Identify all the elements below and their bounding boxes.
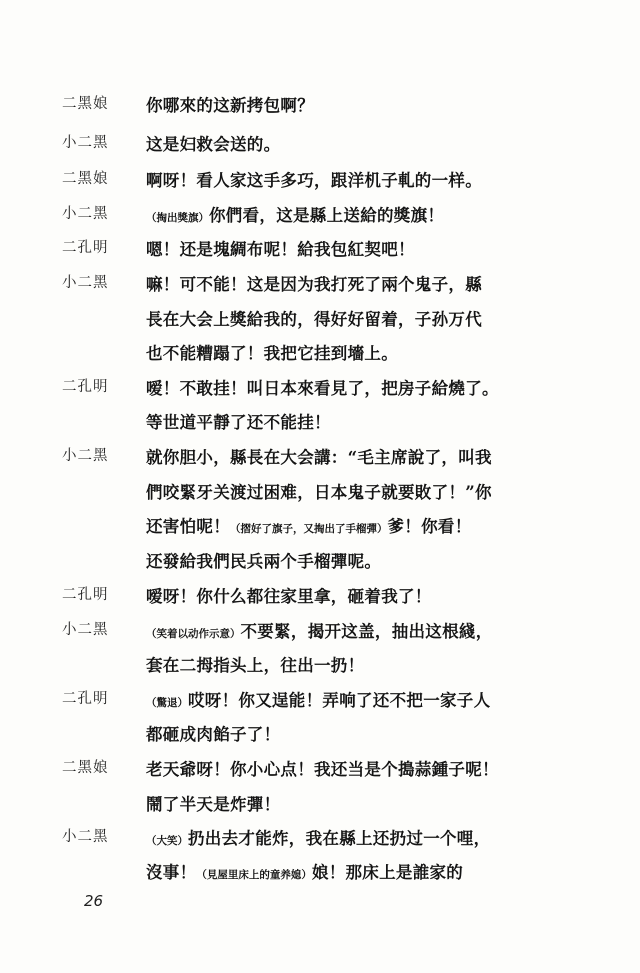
dialogue-text — [146, 687, 490, 711]
dialogue-text: 等世道平靜了还不能挂！ — [146, 413, 331, 432]
dialogue-text-after: 娘！那床上是誰家的 — [311, 863, 464, 882]
dialogue-text-main: 扔出去才能炸，我在縣上还扔过一个哩， — [188, 829, 491, 848]
dialogue-text: 老天爺呀！你小心点！我还当是个搗蒜鍾子呢！ — [146, 760, 499, 779]
speaker-name: 小二黑 — [62, 448, 109, 464]
dialogue-text — [146, 859, 463, 883]
dialogue-text: 这是妇救会送的。 — [146, 135, 281, 154]
dialogue-text: 你哪來的这新拷包啊？ — [146, 96, 314, 115]
stage-direction: （驚退） — [146, 697, 188, 709]
dialogue-text: 套在二拇指头上，往出一扔！ — [146, 656, 365, 675]
dialogue-text: 嘛！可不能！这是因为我打死了兩个鬼子，縣 — [146, 275, 482, 294]
speaker-name: 小二黑 — [62, 275, 109, 291]
dialogue-text — [146, 202, 444, 226]
dialogue-text-after: 爹！你看！ — [387, 517, 472, 536]
dialogue-text: 还發給我們民兵兩个手榴彈呢。 — [146, 552, 382, 571]
speaker-name: 二孔明 — [62, 240, 109, 256]
stage-direction: （笑着以动作示意） — [146, 628, 241, 640]
speaker-name: 小二黑 — [62, 206, 109, 222]
stage-direction: （掏出獎旗） — [146, 212, 209, 224]
speaker-name: 二孔明 — [62, 587, 109, 603]
dialogue-text: 嗳！不敢挂！叫日本來看見了，把房子給燒了。 — [146, 379, 499, 398]
speaker-name: 小二黑 — [62, 135, 109, 151]
dialogue-text: 都砸成肉餡子了！ — [146, 725, 281, 744]
dialogue-text-main: 哎呀！你又逞能！弄响了还不把一家子人 — [188, 691, 491, 710]
dialogue-text: 也不能糟蹋了！我把它挂到墻上。 — [146, 344, 398, 363]
speaker-name: 二孔明 — [62, 379, 109, 395]
dialogue-text: 們咬緊牙关渡过困难，日本鬼子就要敗了！”你 — [146, 483, 492, 502]
speaker-name: 二黑娘 — [62, 760, 109, 776]
dialogue-text-main: 不要緊，揭开这盖，抽出这根綫， — [240, 622, 493, 641]
stage-direction: （大笑） — [146, 835, 188, 847]
speaker-name: 小二黑 — [62, 622, 109, 638]
speaker-name: 二黑娘 — [62, 171, 109, 187]
dialogue-text: 鬧了半天是炸彈！ — [146, 795, 281, 814]
dialogue-text: 嗯！还是塊綢布呢！給我包紅契吧！ — [146, 240, 415, 259]
dialogue-text — [146, 825, 490, 849]
speaker-name: 二孔明 — [62, 691, 109, 707]
dialogue-text-main: 你們看，这是縣上送給的獎旗！ — [209, 206, 445, 225]
stage-direction: （見屋里床上的童养媳） — [196, 869, 312, 881]
dialogue-text: 啊呀！看人家这手多巧，跟洋机子軋的一样。 — [146, 171, 482, 190]
speaker-name: 二黑娘 — [62, 96, 109, 112]
dialogue-text-main: 沒事！ — [146, 863, 197, 882]
dialogue-text: 嗳呀！你什么都往家里拿，砸着我了！ — [146, 587, 432, 606]
dialogue-text: 就你胆小，縣長在大会講：“毛主席說了，叫我 — [146, 448, 492, 467]
dialogue-text: 長在大会上獎給我的，得好好留着，子孙万代 — [146, 310, 482, 329]
speaker-name: 小二黑 — [62, 829, 109, 845]
page-number: 26 — [84, 892, 104, 910]
dialogue-text — [146, 513, 472, 537]
stage-direction: （摺好了旗子，又掏出了手榴彈） — [230, 523, 388, 535]
dialogue-text — [146, 618, 493, 642]
dialogue-text-main: 还害怕呢！ — [146, 517, 230, 536]
